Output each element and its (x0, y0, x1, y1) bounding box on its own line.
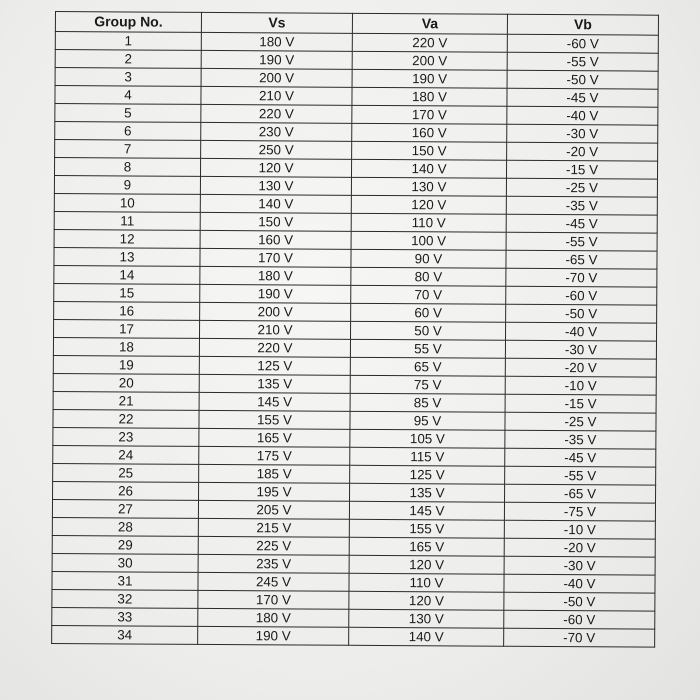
va-value-cell: 95 V (350, 411, 505, 430)
vs-value-cell: 190 V (198, 626, 349, 645)
vb-value-cell: -35 V (506, 196, 657, 215)
vb-value-cell: -15 V (505, 394, 656, 413)
va-value-cell: 220 V (352, 33, 507, 52)
vs-value-cell: 210 V (201, 86, 352, 105)
vb-value-cell: -45 V (507, 88, 658, 107)
vb-value-cell: -60 V (507, 34, 658, 53)
va-value-cell: 120 V (349, 591, 504, 610)
vb-value-cell: -70 V (506, 268, 657, 287)
vb-value-cell: -30 V (504, 556, 655, 575)
group-number-cell: 4 (55, 86, 201, 105)
va-value-cell: 145 V (349, 501, 504, 520)
group-number-cell: 12 (54, 229, 200, 248)
vs-value-cell: 180 V (200, 266, 351, 285)
vb-value-cell: -65 V (506, 250, 657, 269)
vs-value-cell: 195 V (199, 482, 350, 501)
va-value-cell: 120 V (351, 195, 506, 214)
vb-value-cell: -40 V (507, 106, 658, 125)
group-number-cell: 28 (52, 517, 198, 536)
header-va: Va (352, 13, 507, 34)
header-vs: Vs (201, 12, 352, 33)
va-value-cell: 50 V (351, 321, 506, 340)
vs-value-cell: 185 V (199, 464, 350, 483)
group-number-cell: 15 (54, 283, 200, 302)
vs-value-cell: 165 V (199, 428, 350, 447)
va-value-cell: 70 V (351, 285, 506, 304)
vs-value-cell: 205 V (198, 500, 349, 519)
table-row (52, 625, 655, 647)
va-value-cell: 90 V (351, 249, 506, 268)
va-value-cell: 65 V (350, 357, 505, 376)
group-number-cell: 22 (53, 409, 199, 428)
group-number-cell: 34 (52, 625, 198, 644)
va-value-cell: 180 V (352, 87, 507, 106)
vb-value-cell: -55 V (506, 232, 657, 251)
group-number-cell: 5 (55, 104, 201, 123)
va-value-cell: 80 V (351, 267, 506, 286)
vs-value-cell: 200 V (201, 68, 352, 87)
vs-value-cell: 220 V (201, 104, 352, 123)
vb-value-cell: -40 V (505, 322, 656, 341)
group-number-cell: 26 (53, 481, 199, 500)
vb-value-cell: -30 V (507, 124, 658, 143)
group-number-cell: 25 (53, 463, 199, 482)
group-number-cell: 11 (54, 211, 200, 230)
group-number-cell: 30 (52, 553, 198, 572)
va-value-cell: 110 V (349, 573, 504, 592)
vs-value-cell: 180 V (198, 608, 349, 627)
vs-value-cell: 170 V (198, 590, 349, 609)
group-number-cell: 10 (54, 193, 200, 212)
vb-value-cell: -25 V (505, 412, 656, 431)
va-value-cell: 75 V (350, 375, 505, 394)
vs-value-cell: 160 V (200, 230, 351, 249)
va-value-cell: 200 V (352, 51, 507, 70)
group-number-cell: 3 (55, 68, 201, 87)
va-value-cell: 100 V (351, 231, 506, 250)
group-number-cell: 7 (55, 140, 201, 159)
va-value-cell: 170 V (352, 105, 507, 124)
group-number-cell: 24 (53, 445, 199, 464)
group-number-cell: 21 (53, 391, 199, 410)
vs-value-cell: 230 V (201, 122, 352, 141)
vb-value-cell: -25 V (506, 178, 657, 197)
vb-value-cell: -10 V (504, 520, 655, 539)
group-number-cell: 31 (52, 571, 198, 590)
vs-value-cell: 235 V (198, 554, 349, 573)
vb-value-cell: -30 V (505, 340, 656, 359)
va-value-cell: 120 V (349, 555, 504, 574)
vb-value-cell: -45 V (505, 448, 656, 467)
vs-value-cell: 145 V (199, 392, 350, 411)
vb-value-cell: -50 V (504, 592, 655, 611)
vs-value-cell: 245 V (198, 572, 349, 591)
va-value-cell: 115 V (350, 447, 505, 466)
group-number-cell: 14 (54, 265, 200, 284)
vb-value-cell: -20 V (504, 538, 655, 557)
va-value-cell: 130 V (349, 609, 504, 628)
group-number-cell: 27 (52, 499, 198, 518)
va-value-cell: 165 V (349, 537, 504, 556)
header-group-no: Group No. (55, 12, 201, 33)
va-value-cell: 105 V (350, 429, 505, 448)
vb-value-cell: -60 V (506, 286, 657, 305)
vs-value-cell: 125 V (199, 356, 350, 375)
vs-value-cell: 140 V (200, 194, 351, 213)
group-number-cell: 33 (52, 607, 198, 626)
vs-value-cell: 130 V (200, 176, 351, 195)
va-value-cell: 140 V (351, 159, 506, 178)
group-number-cell: 8 (54, 158, 200, 177)
group-voltage-table (51, 11, 659, 648)
group-number-cell: 13 (54, 247, 200, 266)
va-value-cell: 125 V (350, 465, 505, 484)
vb-value-cell: -70 V (504, 628, 655, 647)
vs-value-cell: 180 V (201, 32, 352, 51)
va-value-cell: 150 V (352, 141, 507, 160)
vs-value-cell: 210 V (200, 320, 351, 339)
group-number-cell: 32 (52, 589, 198, 608)
vb-value-cell: -50 V (507, 70, 658, 89)
vs-value-cell: 170 V (200, 248, 351, 267)
vb-value-cell: -75 V (504, 502, 655, 521)
group-number-cell: 1 (55, 32, 201, 51)
group-number-cell: 16 (54, 301, 200, 320)
vb-value-cell: -45 V (506, 214, 657, 233)
vb-value-cell: -10 V (505, 376, 656, 395)
va-value-cell: 190 V (352, 69, 507, 88)
group-number-cell: 2 (55, 50, 201, 69)
group-number-cell: 18 (53, 337, 199, 356)
vb-value-cell: -50 V (506, 304, 657, 323)
vb-value-cell: -15 V (506, 160, 657, 179)
group-number-cell: 20 (53, 373, 199, 392)
vs-value-cell: 175 V (199, 446, 350, 465)
vs-value-cell: 150 V (200, 212, 351, 231)
group-number-cell: 29 (52, 535, 198, 554)
group-number-cell: 23 (53, 427, 199, 446)
va-value-cell: 155 V (349, 519, 504, 538)
vs-value-cell: 250 V (201, 140, 352, 159)
va-value-cell: 110 V (351, 213, 506, 232)
group-number-cell: 17 (54, 319, 200, 338)
vs-value-cell: 120 V (200, 158, 351, 177)
vs-value-cell: 225 V (198, 536, 349, 555)
vs-value-cell: 220 V (199, 338, 350, 357)
vb-value-cell: -65 V (505, 484, 656, 503)
group-number-cell: 9 (54, 175, 200, 194)
vs-value-cell: 190 V (201, 50, 352, 69)
va-value-cell: 135 V (350, 483, 505, 502)
vb-value-cell: -20 V (507, 142, 658, 161)
vb-value-cell: -40 V (504, 574, 655, 593)
vb-value-cell: -55 V (507, 52, 658, 71)
vb-value-cell: -60 V (504, 610, 655, 629)
vs-value-cell: 190 V (200, 284, 351, 303)
vb-value-cell: -55 V (505, 466, 656, 485)
vb-value-cell: -20 V (505, 358, 656, 377)
vs-value-cell: 200 V (200, 302, 351, 321)
va-value-cell: 55 V (350, 339, 505, 358)
va-value-cell: 140 V (349, 627, 504, 646)
group-number-cell: 19 (53, 355, 199, 374)
vs-value-cell: 215 V (198, 518, 349, 537)
va-value-cell: 85 V (350, 393, 505, 412)
vb-value-cell: -35 V (505, 430, 656, 449)
vs-value-cell: 135 V (199, 374, 350, 393)
va-value-cell: 60 V (351, 303, 506, 322)
table-body (52, 32, 659, 648)
header-vb: Vb (507, 14, 658, 35)
group-number-cell: 6 (55, 122, 201, 141)
va-value-cell: 130 V (351, 177, 506, 196)
vs-value-cell: 155 V (199, 410, 350, 429)
va-value-cell: 160 V (352, 123, 507, 142)
